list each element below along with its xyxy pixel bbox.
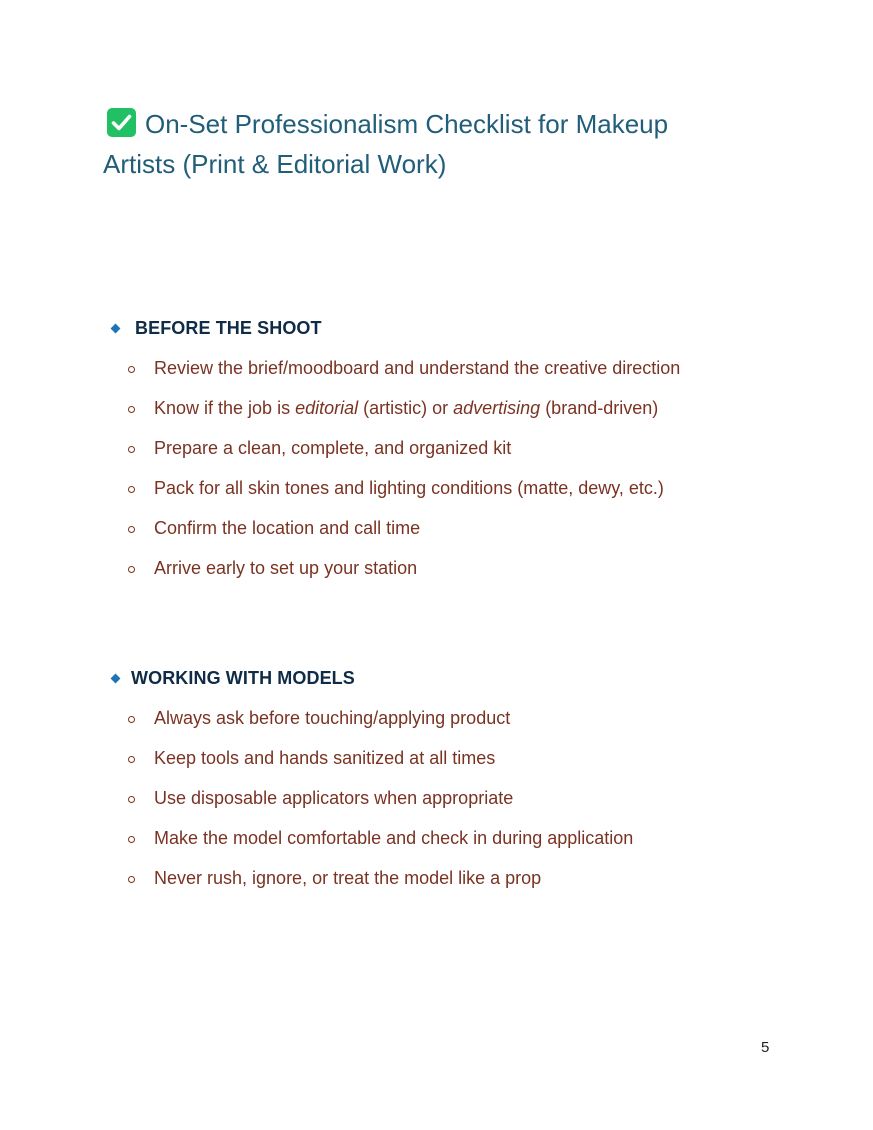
- circle-bullet-icon: [128, 716, 135, 723]
- checklist: [110, 705, 790, 905]
- list-item: [110, 865, 790, 905]
- list-item: [110, 515, 790, 555]
- list-item: [110, 745, 790, 785]
- list-item: [110, 705, 790, 745]
- section-working-with-models: [110, 665, 790, 905]
- list-item-text: Use disposable applicators when appropriate: [154, 788, 514, 808]
- circle-bullet-icon: [128, 406, 135, 413]
- circle-bullet-icon: [128, 796, 135, 803]
- circle-bullet-icon: [128, 366, 135, 373]
- list-item: [110, 825, 790, 865]
- circle-bullet-icon: [128, 756, 135, 763]
- section-heading: [110, 665, 790, 691]
- italic-text-run: advertising: [453, 398, 541, 418]
- check-box-icon: [107, 108, 136, 137]
- circle-bullet-icon: [128, 446, 135, 453]
- list-item: [110, 435, 790, 475]
- title-line-2: Artists (Print & Editorial Work): [103, 149, 447, 179]
- section-before-the-shoot: [110, 315, 790, 595]
- list-item-text: Confirm the location and call time: [154, 518, 421, 538]
- list-item: [110, 355, 790, 395]
- list-item: [110, 475, 790, 515]
- page-number: 5: [761, 1039, 770, 1056]
- list-item-text: Review the brief/moodboard and understand the creative direction: [154, 358, 681, 378]
- circle-bullet-icon: [128, 486, 135, 493]
- circle-bullet-icon: [128, 876, 135, 883]
- circle-bullet-icon: [128, 526, 135, 533]
- list-item-text: Always ask before touching/applying product: [154, 708, 511, 728]
- section-heading-label: WORKING WITH MODELS: [131, 667, 355, 688]
- italic-text-run: editorial: [295, 398, 359, 418]
- list-item: [110, 785, 790, 825]
- section-heading-label: BEFORE THE SHOOT: [135, 317, 322, 338]
- title-line-1: On-Set Professionalism Checklist for Makeup: [145, 109, 669, 139]
- text-run: (brand-driven): [540, 398, 659, 418]
- text-run: Know if the job is: [154, 398, 296, 418]
- circle-bullet-icon: [128, 836, 135, 843]
- list-item-text: Prepare a clean, complete, and organized kit: [154, 438, 512, 458]
- list-item-text: Keep tools and hands sanitized at all times: [154, 748, 496, 768]
- list-item-text: Never rush, ignore, or treat the model like a prop: [154, 868, 542, 888]
- diamond-bullet-icon: [111, 323, 121, 333]
- section-heading: [110, 315, 790, 341]
- list-item-text: Make the model comfortable and check in during application: [154, 828, 634, 848]
- checklist: [110, 355, 790, 595]
- diamond-bullet-icon: [111, 673, 121, 683]
- list-item: [110, 395, 790, 435]
- list-item-text: Arrive early to set up your station: [154, 558, 418, 578]
- circle-bullet-icon: [128, 566, 135, 573]
- list-item-text: [154, 395, 658, 421]
- page-title: [103, 104, 743, 184]
- list-item-text: Pack for all skin tones and lighting conditions (matte, dewy, etc.): [154, 478, 664, 498]
- list-item: [110, 555, 790, 595]
- text-run: (artistic) or: [358, 398, 454, 418]
